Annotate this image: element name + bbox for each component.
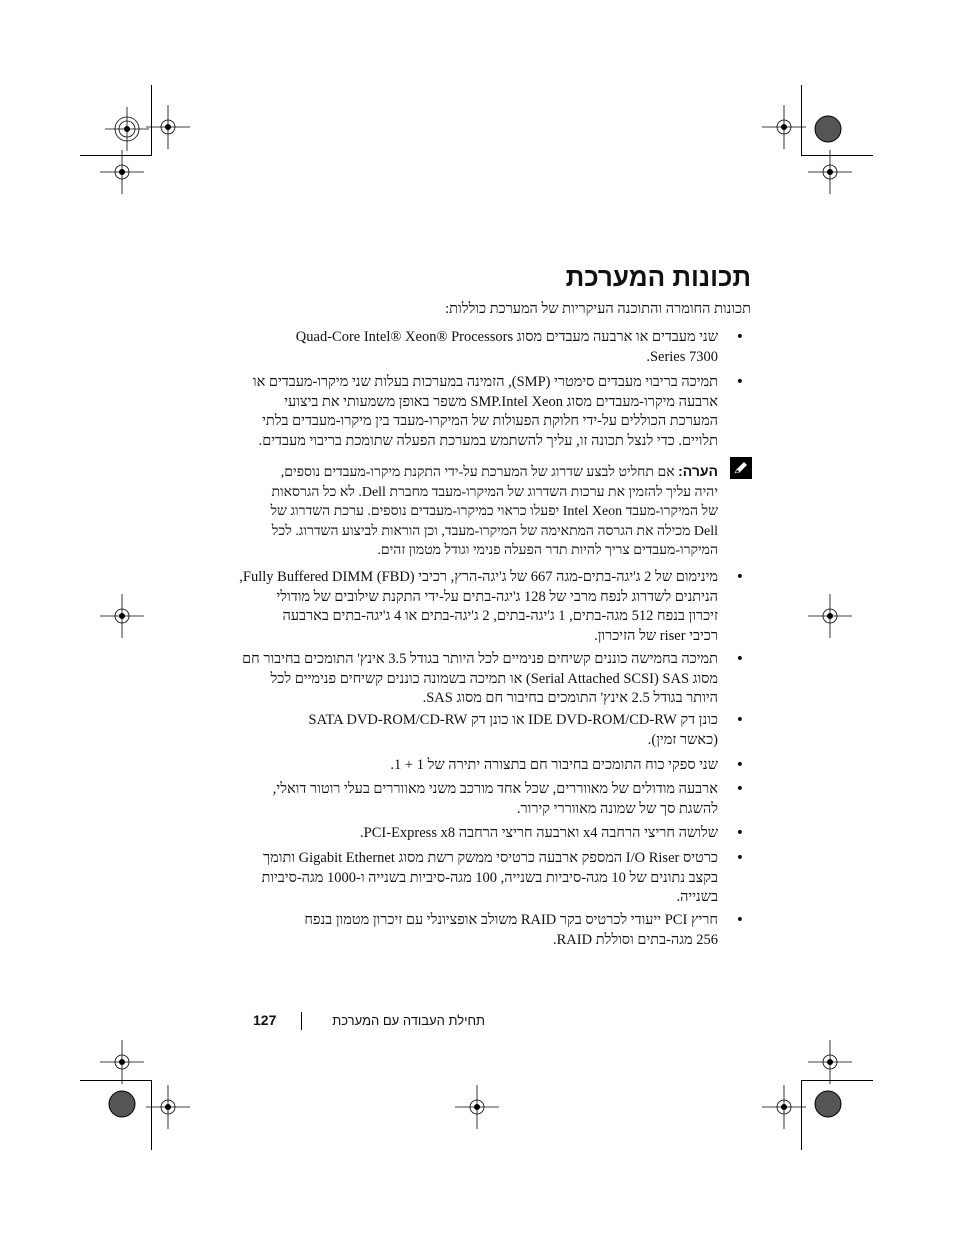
note-label: הערה: xyxy=(678,463,718,479)
feature-line: בשנייה. xyxy=(676,889,718,905)
bullet-icon: • xyxy=(735,781,744,797)
note-line: של המיקרו-מעבד Intel Xeon יפעלו כראוי כמיקרו-מעבדים נוספים. ערכת השדרוג של xyxy=(270,504,718,519)
bullet-icon: • xyxy=(735,569,744,585)
registration-mark-icon xyxy=(100,1082,144,1126)
footer-chapter-title: תחילת העבודה עם המערכת xyxy=(332,1013,485,1028)
registration-mark-icon xyxy=(100,1040,144,1084)
page-number: 127 xyxy=(253,1012,277,1028)
registration-mark-icon xyxy=(105,107,149,151)
feature-item xyxy=(238,780,744,819)
registration-mark-icon xyxy=(806,107,850,151)
bullet-icon: • xyxy=(735,329,744,345)
feature-line: להשגת סך של שמונה מאווררי קירור. xyxy=(516,800,718,817)
feature-line: חריץ PCI ייעודי לכרטיס בקר RAID משולב אופציונלי עם זיכרון מטמון בנפח xyxy=(304,912,718,928)
feature-line: ארבעה מיקרו-מעבדים מסוג SMP.Intel Xeon משפר באופן משמעותי את ביצועי xyxy=(284,393,718,410)
feature-item xyxy=(238,373,744,451)
feature-item xyxy=(238,756,744,776)
crop-mark xyxy=(801,85,802,155)
feature-line: שלושה חריצי הרחבה x4 וארבעה חריצי הרחבה PCI-Express x8. xyxy=(360,825,718,841)
feature-item xyxy=(238,711,744,750)
registration-mark-icon xyxy=(146,105,190,149)
feature-line: מינימום של 2 ג'יגה-בתים-מגה 667 של ג'יגה-הרץ, רכיבי Fully Buffered DIMM (FBD), xyxy=(239,569,718,585)
registration-mark-icon xyxy=(100,594,144,638)
feature-line: מסוג Serial Attached SCSI) SAS) או תמיכה בשמונה כוננים קשיחים פנימיים לכל xyxy=(270,670,718,687)
crop-mark xyxy=(801,155,873,156)
bullet-icon: • xyxy=(735,825,744,841)
registration-mark-icon xyxy=(762,1085,806,1129)
registration-mark-icon xyxy=(808,1040,852,1084)
feature-line: תלויים. כדי לנצל תכונה זו, עליך להשתמש במערכת הפעלה שתומכת בריבוי מעבדים. xyxy=(258,432,718,449)
feature-line: זיכרון בנפח 512 מגה-בתים, 1 ג'יגה-בתים, 2 ג'יגה-בתים או 4 ג'יגה-בתים בארבעה xyxy=(282,608,718,624)
feature-line: תמיכה בריבוי מעבדים סימטרי (SMP), הזמינה במערכות בעלות שני מיקרו-מעבדים או xyxy=(252,374,718,390)
note-box xyxy=(234,462,718,561)
feature-line: כרטיס I/O Riser המספק ארבעה כרטיסי ממשק רשת מסוג Gigabit Ethernet ותומך xyxy=(263,850,718,866)
bullet-icon: • xyxy=(735,912,744,928)
feature-line: כונן דק IDE DVD-ROM/CD-RW או כונן דק SATA DVD-ROM/CD-RW xyxy=(308,712,718,728)
registration-mark-icon xyxy=(808,150,852,194)
note-line: Dell מכילה את הגרסה המתאימה של המיקרו-מעבד, וכן הוראות לביצוע השדרוג. לכל xyxy=(271,523,718,539)
crop-mark xyxy=(151,1080,152,1150)
feature-line: המערכת הכוללים על-ידי חלוקת הפעולות של המיקרו-מעבד בין מיקרו-מעבדים בלתי xyxy=(262,413,718,429)
feature-line: הניתנים לשדרוג לנפח מרבי של 128 ג'יגה-בתים על-ידי התקנת שילובים של מודולי xyxy=(276,588,718,605)
crop-mark xyxy=(151,85,152,155)
intro-text: תכונות החומרה והתוכנה העיקריות של המערכת כוללות: xyxy=(445,301,751,317)
note-line: המיקרו-מעבדים צריך להיות תדר הפעלה פנימי וגודל מטמון זהים. xyxy=(377,543,718,558)
registration-mark-icon xyxy=(455,1085,499,1129)
bullet-icon: • xyxy=(735,850,744,866)
feature-item xyxy=(238,650,744,709)
feature-item xyxy=(238,568,744,646)
feature-line: היותר בגודל 2.5 אינץ' התומכים בחיבור חם מסוג SAS. xyxy=(422,690,718,706)
feature-line: תמיכה בחמישה כוננים קשיחים פנימיים לכל היותר בגודל 3.5 אינץ' התומכים בחיבור חם xyxy=(242,651,718,667)
feature-item xyxy=(238,824,744,844)
registration-mark-icon xyxy=(808,594,852,638)
feature-line: ארבעה מודולים של מאווררים, שכל אחד מורכב משני מאווררים בעלי רוטור דואלי, xyxy=(272,781,718,797)
bullet-icon: • xyxy=(735,651,744,667)
feature-line: 7300 Series. xyxy=(646,348,718,365)
feature-line: רכיבי riser של הזיכרון. xyxy=(594,627,718,644)
registration-mark-icon xyxy=(146,1085,190,1129)
page-title: תכונות המערכת xyxy=(565,262,751,292)
bullet-icon: • xyxy=(735,374,744,390)
registration-mark-icon xyxy=(806,1082,850,1126)
note-line: יהיה עליך להזמין את ערכות השדרוג של המיקרו-מעבד מחברת Dell. לא כל הגרסאות xyxy=(271,484,718,500)
feature-item xyxy=(238,911,744,950)
feature-item xyxy=(238,328,744,367)
crop-mark xyxy=(801,1080,802,1150)
bullet-icon: • xyxy=(735,712,744,728)
registration-mark-icon xyxy=(762,105,806,149)
feature-line: (כאשר זמין). xyxy=(647,731,718,748)
footer-separator xyxy=(301,1012,302,1030)
feature-line: בקצב נתונים של 10 מגה-סיביות בשנייה, 100 מגה-סיביות בשנייה ו-1000 מגה-סיביות xyxy=(261,869,718,886)
crop-mark xyxy=(80,1080,152,1081)
bullet-icon: • xyxy=(735,757,744,773)
feature-line: שני מעבדים או ארבעה מעבדים מסוג Quad-Core Intel® Xeon® Processors xyxy=(295,329,718,345)
crop-mark xyxy=(801,1080,873,1081)
feature-item xyxy=(238,849,744,908)
registration-mark-icon xyxy=(100,150,144,194)
feature-line: 256 מגה-בתים וסוללת RAID. xyxy=(552,931,718,948)
note-line: הערה: אם תחליט לבצע שדרוג של המערכת על-ידי התקנת מיקרו-מעבדים נוספים, xyxy=(280,463,718,480)
feature-line: שני ספקי כוח התומכים בחיבור חם בתצורה יתירה של 1 + 1. xyxy=(390,757,718,773)
crop-mark xyxy=(80,155,152,156)
note-pencil-icon xyxy=(729,456,753,480)
